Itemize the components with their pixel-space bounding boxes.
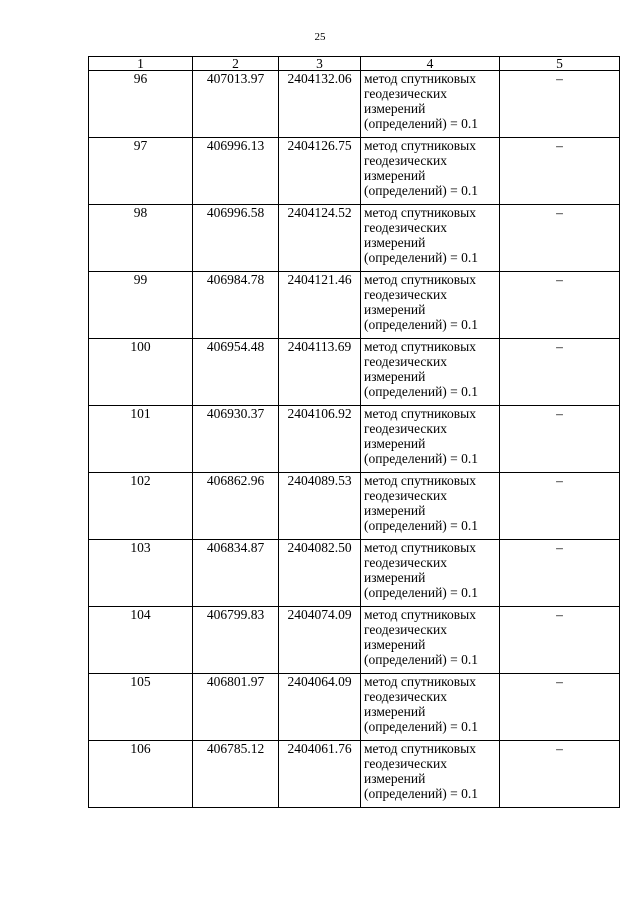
method-line: (определений) = 0.1 <box>364 786 479 801</box>
table-row <box>89 138 620 205</box>
method-line: метод спутниковых <box>364 138 476 153</box>
note-cell: – <box>500 138 620 205</box>
method-line: геодезических <box>364 488 447 503</box>
method-line: метод спутниковых <box>364 406 476 421</box>
method-line: метод спутниковых <box>364 71 476 86</box>
x-coordinate-cell: 406801.97 <box>193 674 279 741</box>
method-line: геодезических <box>364 354 447 369</box>
method-cell <box>361 607 500 674</box>
x-coordinate-cell: 406799.83 <box>193 607 279 674</box>
table-row <box>89 674 620 741</box>
table-row <box>89 607 620 674</box>
note-cell: – <box>500 674 620 741</box>
method-line: геодезических <box>364 689 447 704</box>
page-number: 25 <box>314 31 326 43</box>
method-line: измерений <box>364 302 426 317</box>
table-row <box>89 71 620 138</box>
x-coordinate-cell: 406954.48 <box>193 339 279 406</box>
table-row <box>89 540 620 607</box>
method-line: измерений <box>364 503 426 518</box>
method-cell <box>361 741 500 808</box>
point-number-cell: 97 <box>89 138 193 205</box>
method-cell <box>361 71 500 138</box>
x-coordinate-cell: 406930.37 <box>193 406 279 473</box>
coordinates-table <box>88 56 620 808</box>
table-row <box>89 272 620 339</box>
column-header: 3 <box>279 57 361 71</box>
method-cell <box>361 473 500 540</box>
x-coordinate-cell: 407013.97 <box>193 71 279 138</box>
column-header: 2 <box>193 57 279 71</box>
point-number-cell: 106 <box>89 741 193 808</box>
method-line: метод спутниковых <box>364 473 476 488</box>
method-line: геодезических <box>364 287 447 302</box>
table-row <box>89 406 620 473</box>
y-coordinate-cell: 2404106.92 <box>279 406 361 473</box>
y-coordinate-cell: 2404064.09 <box>279 674 361 741</box>
point-number-cell: 103 <box>89 540 193 607</box>
method-line: геодезических <box>364 220 447 235</box>
y-coordinate-cell: 2404124.52 <box>279 205 361 272</box>
method-line: (определений) = 0.1 <box>364 317 479 332</box>
method-line: измерений <box>364 637 426 652</box>
y-coordinate-cell: 2404089.53 <box>279 473 361 540</box>
method-line: (определений) = 0.1 <box>364 183 479 198</box>
method-cell <box>361 205 500 272</box>
method-line: (определений) = 0.1 <box>364 652 479 667</box>
method-line: измерений <box>364 101 426 116</box>
table-header-row <box>89 57 620 71</box>
x-coordinate-cell: 406996.13 <box>193 138 279 205</box>
method-cell <box>361 540 500 607</box>
table-body <box>89 71 620 808</box>
table-row <box>89 741 620 808</box>
y-coordinate-cell: 2404121.46 <box>279 272 361 339</box>
method-line: измерений <box>364 436 426 451</box>
y-coordinate-cell: 2404126.75 <box>279 138 361 205</box>
method-line: метод спутниковых <box>364 540 476 555</box>
method-line: геодезических <box>364 421 447 436</box>
method-line: (определений) = 0.1 <box>364 250 479 265</box>
method-line: метод спутниковых <box>364 272 476 287</box>
method-line: (определений) = 0.1 <box>364 116 479 131</box>
note-cell: – <box>500 339 620 406</box>
note-cell: – <box>500 71 620 138</box>
method-line: геодезических <box>364 756 447 771</box>
method-line: (определений) = 0.1 <box>364 585 479 600</box>
column-header: 1 <box>89 57 193 71</box>
point-number-cell: 104 <box>89 607 193 674</box>
x-coordinate-cell: 406785.12 <box>193 741 279 808</box>
method-line: (определений) = 0.1 <box>364 451 479 466</box>
method-line: измерений <box>364 771 426 786</box>
point-number-cell: 105 <box>89 674 193 741</box>
method-line: метод спутниковых <box>364 205 476 220</box>
method-line: измерений <box>364 704 426 719</box>
x-coordinate-cell: 406834.87 <box>193 540 279 607</box>
method-cell <box>361 674 500 741</box>
point-number-cell: 100 <box>89 339 193 406</box>
y-coordinate-cell: 2404074.09 <box>279 607 361 674</box>
method-line: метод спутниковых <box>364 741 476 756</box>
point-number-cell: 101 <box>89 406 193 473</box>
note-cell: – <box>500 540 620 607</box>
note-cell: – <box>500 473 620 540</box>
column-header: 5 <box>500 57 620 71</box>
note-cell: – <box>500 272 620 339</box>
method-line: геодезических <box>364 86 447 101</box>
point-number-cell: 102 <box>89 473 193 540</box>
note-cell: – <box>500 205 620 272</box>
y-coordinate-cell: 2404113.69 <box>279 339 361 406</box>
y-coordinate-cell: 2404061.76 <box>279 741 361 808</box>
method-line: измерений <box>364 168 426 183</box>
method-cell <box>361 406 500 473</box>
method-cell <box>361 272 500 339</box>
x-coordinate-cell: 406862.96 <box>193 473 279 540</box>
method-line: (определений) = 0.1 <box>364 518 479 533</box>
note-cell: – <box>500 406 620 473</box>
method-line: метод спутниковых <box>364 674 476 689</box>
column-header: 4 <box>361 57 500 71</box>
method-line: измерений <box>364 369 426 384</box>
method-line: измерений <box>364 235 426 250</box>
method-line: геодезических <box>364 622 447 637</box>
method-cell <box>361 138 500 205</box>
table-row <box>89 339 620 406</box>
point-number-cell: 96 <box>89 71 193 138</box>
point-number-cell: 98 <box>89 205 193 272</box>
method-line: геодезических <box>364 555 447 570</box>
x-coordinate-cell: 406984.78 <box>193 272 279 339</box>
y-coordinate-cell: 2404082.50 <box>279 540 361 607</box>
method-line: метод спутниковых <box>364 607 476 622</box>
y-coordinate-cell: 2404132.06 <box>279 71 361 138</box>
note-cell: – <box>500 607 620 674</box>
table-row <box>89 473 620 540</box>
point-number-cell: 99 <box>89 272 193 339</box>
method-line: геодезических <box>364 153 447 168</box>
method-line: метод спутниковых <box>364 339 476 354</box>
x-coordinate-cell: 406996.58 <box>193 205 279 272</box>
note-cell: – <box>500 741 620 808</box>
method-line: измерений <box>364 570 426 585</box>
table-row <box>89 205 620 272</box>
method-cell <box>361 339 500 406</box>
method-line: (определений) = 0.1 <box>364 719 479 734</box>
method-line: (определений) = 0.1 <box>364 384 479 399</box>
